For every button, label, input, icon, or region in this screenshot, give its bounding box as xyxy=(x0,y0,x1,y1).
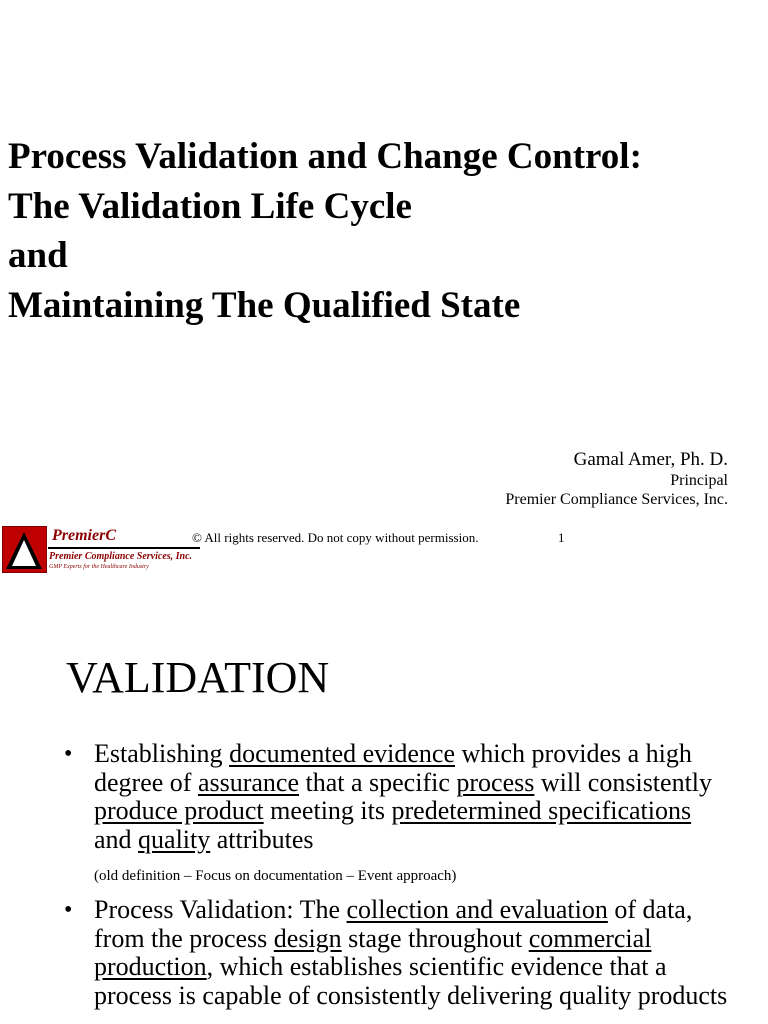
bullet-icon: • xyxy=(64,897,73,923)
logo-name: PremierC xyxy=(52,527,116,544)
logo-company: Premier Compliance Services, Inc. xyxy=(49,551,193,562)
author-organization: Premier Compliance Services, Inc. xyxy=(505,491,728,508)
bullet-item-definition xyxy=(64,740,734,854)
title-line-4: Maintaining The Qualified State xyxy=(8,284,521,326)
logo-divider xyxy=(48,547,200,549)
title-line-1: Process Validation and Change Control: xyxy=(8,136,642,177)
triangle-icon xyxy=(2,526,47,573)
author-role: Principal xyxy=(670,472,728,489)
company-logo xyxy=(2,526,202,574)
definition-note: (old definition – Focus on documentation – Event approach) xyxy=(94,868,457,884)
bullet-item-process-validation xyxy=(64,896,734,1010)
title-line-2: The Validation Life Cycle xyxy=(8,185,412,227)
logo-tagline: GMP Experts for the Healthcare Industry xyxy=(49,564,149,570)
bullet-text: Establishing documented evidence which provides a high degree of assurance that a specific process will consistently produce product meeting its predetermined specifications and quality attributes xyxy=(94,739,713,854)
author-block xyxy=(505,448,728,509)
slide-title xyxy=(8,132,760,330)
copyright-notice: © All rights reserved. Do not copy without permission. xyxy=(192,530,479,545)
slide-heading: VALIDATION xyxy=(66,653,330,702)
bullet-icon: • xyxy=(64,741,73,767)
title-line-3: and xyxy=(8,235,68,276)
page-number: 1 xyxy=(558,530,565,545)
bullet-text: Process Validation: The collection and evaluation of data, from the process design stage throughout commercial production, which establishes scientific evidence that a process is capable of consistently delivering quality products xyxy=(94,895,728,1010)
author-name: Gamal Amer, Ph. D. xyxy=(573,449,728,470)
